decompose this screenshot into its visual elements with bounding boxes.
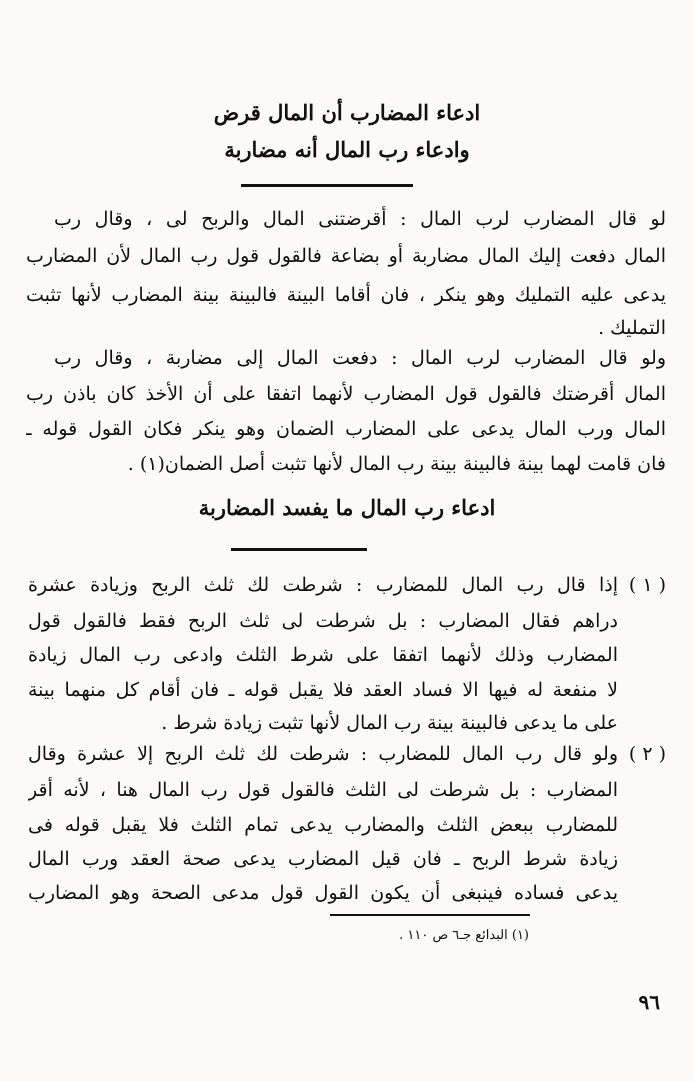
- item-line: يدعى فساده فينبغى أن يكون القول قول مدعى الصحة وهو المضارب: [28, 882, 618, 904]
- item-line: المضارب وذلك لأنهما اتفقا على شرط الثلث وادعى رب المال زيادة: [28, 644, 618, 666]
- paragraph-line: التمليك .: [598, 317, 666, 339]
- item-line: للمضارب ببعض الثلث والمضارب يدعى تمام الثلث فلا يقبل قوله فى: [28, 814, 618, 836]
- item-line: دراهم فقال المضارب : بل شرطت لى ثلث الربح فقط فالقول قول: [28, 610, 618, 632]
- paragraph-line: يدعى عليه التمليك وهو ينكر ، فان أقاما البينة فالبينة بينة المضارب لأنها تثبت: [26, 284, 666, 306]
- paragraph-line: لو قال المضارب لرب المال : أقرضتنى المال والربح لى ، وقال رب: [54, 208, 666, 230]
- paragraph-line: المال أقرضتك فالقول قول المضارب لأنهما اتفقا على أن الأخذ كان باذن رب: [26, 383, 666, 405]
- footnote-divider: [330, 914, 530, 916]
- heading-2-divider: [231, 548, 367, 551]
- page-number: ٩٦: [638, 990, 660, 1014]
- item-line: إذا قال رب المال للمضارب : شرطت لك ثلث الربح وزيادة عشرة: [28, 574, 618, 596]
- item-line: ولو قال رب المال للمضارب : شرطت لك ثلث الربح إلا عشرة وقال: [28, 743, 618, 765]
- item-number: ( ١ ): [628, 574, 666, 596]
- section-heading-line-2: وادعاء رب المال أنه مضاربة: [224, 137, 470, 162]
- item-line: على ما يدعى فالبينة بينة رب المال لأنها تثبت زيادة شرط .: [161, 712, 618, 734]
- paragraph-line: المال دفعت إليك المال مضاربة أو بضاعة فالقول قول رب المال لأن المضارب: [26, 245, 666, 267]
- paragraph-line: فان قامت لهما بينة فالبينة بينة رب المال لأنها تثبت أصل الضمان(١) .: [127, 453, 666, 475]
- item-line: المضارب : بل شرطت لى الثلث فالقول قول رب المال هنا ، لأنه أقر: [28, 779, 618, 801]
- paragraph-line: ولو قال المضارب لرب المال : دفعت المال إلى مضاربة ، وقال رب: [54, 347, 666, 369]
- item-line: زيادة شرط الربح ـ فان قيل المضارب يدعى صحة العقد ورب المال: [28, 848, 618, 870]
- paragraph-line: المال ورب المال يدعى على المضارب الضمان وهو ينكر فكان القول قوله ـ: [26, 418, 666, 440]
- section-heading-2: ادعاء رب المال ما يفسد المضاربة: [198, 495, 496, 520]
- item-number: ( ٢ ): [628, 743, 666, 765]
- item-line: لا منفعة له فيها الا فساد العقد فلا يقبل قوله ـ فان أقام كل منهما بينة: [28, 679, 618, 701]
- heading-divider: [241, 184, 413, 187]
- section-heading-line-1: ادعاء المضارب أن المال قرض: [213, 100, 481, 125]
- footnote: (١) البدائع جـ٦ ص ١١٠ .: [399, 928, 529, 943]
